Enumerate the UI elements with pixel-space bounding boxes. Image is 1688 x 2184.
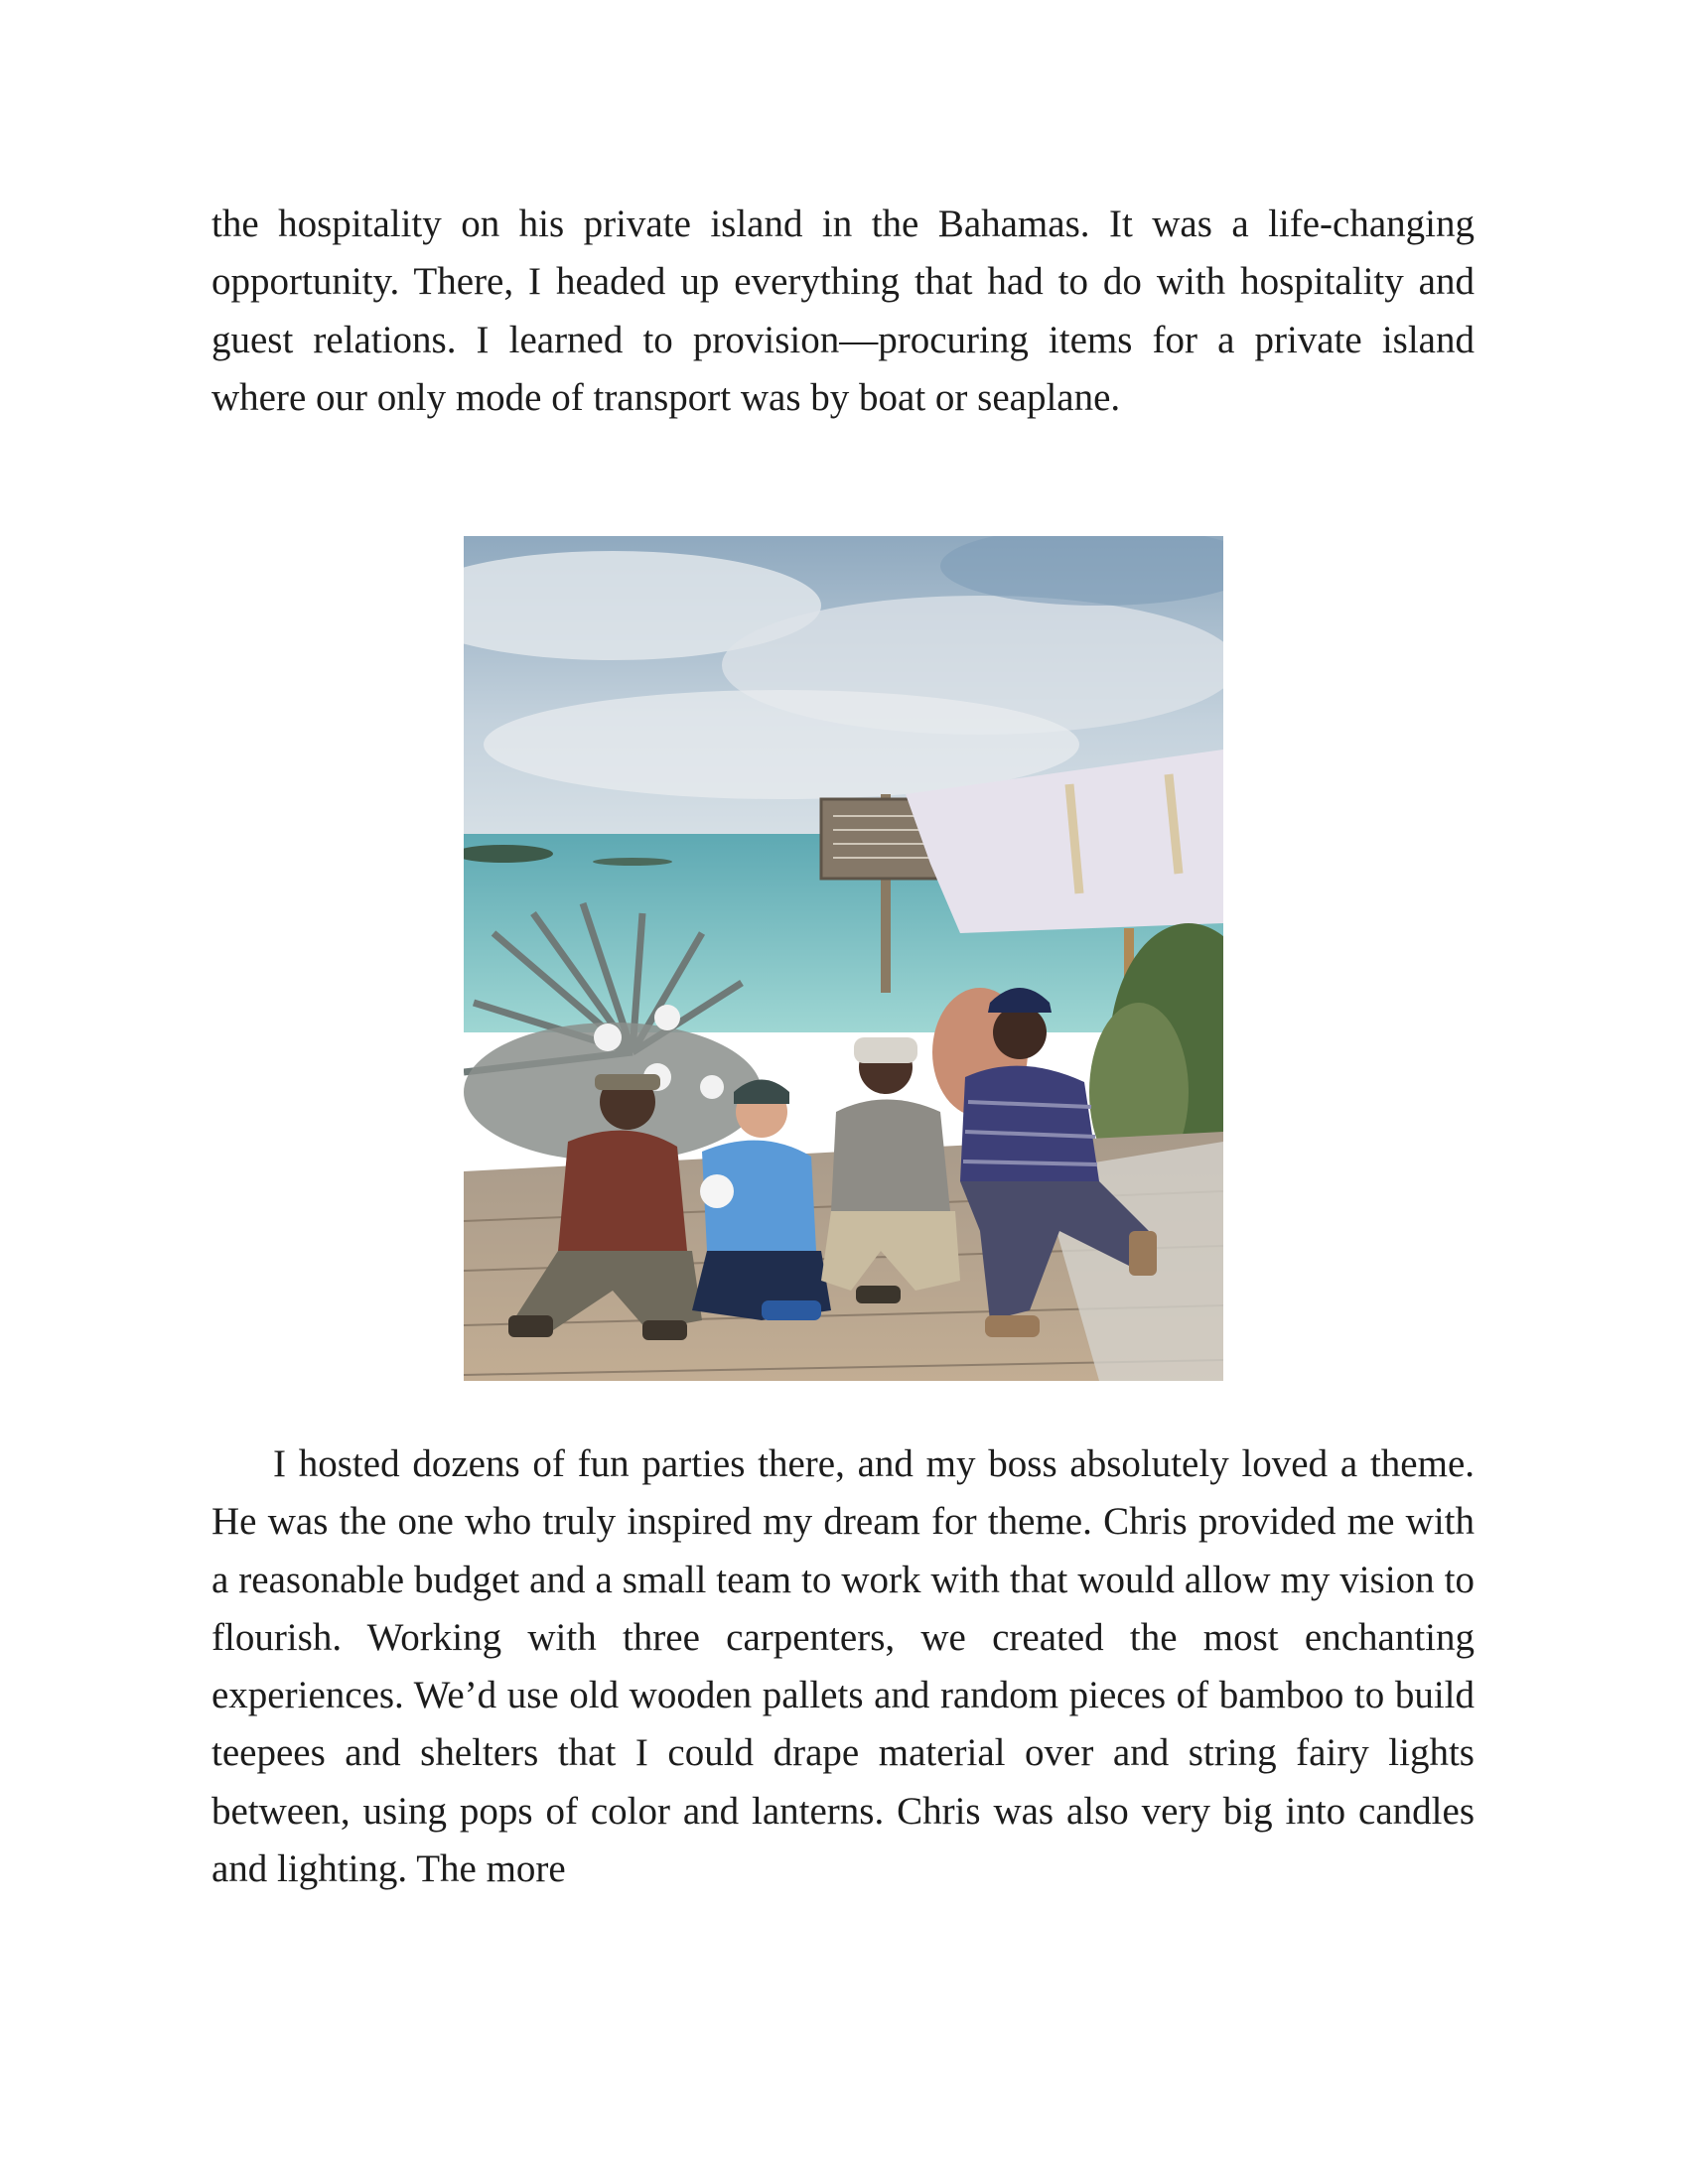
body-paragraph-top: the hospitality on his private island in the Bahamas. It was a life-changing opportunity. There, I headed up everything that had to do with hospitality and guest relations. I learned to provision—procuring items for a private island where our only mode of transport was by boat or seaplane. <box>211 203 1475 419</box>
photo-illustration <box>464 536 1223 1381</box>
body-paragraph-bottom: I hosted dozens of fun parties there, and my boss absolutely loved a theme. He was the one who truly inspired my dream for theme. Chris provided me with a reasonable budget and a small team to work with that would allow my vision to flourish. Working with three carpenters, we created the most enchanting experiences. We’d use old wooden pallets and random pieces of bamboo to build teepees and shelters that I could drape material over and string fairy lights between, using pops of color and lanterns. Chris was also very big into candles and lighting. The more <box>211 1442 1475 1891</box>
island-team-photo <box>464 536 1223 1381</box>
